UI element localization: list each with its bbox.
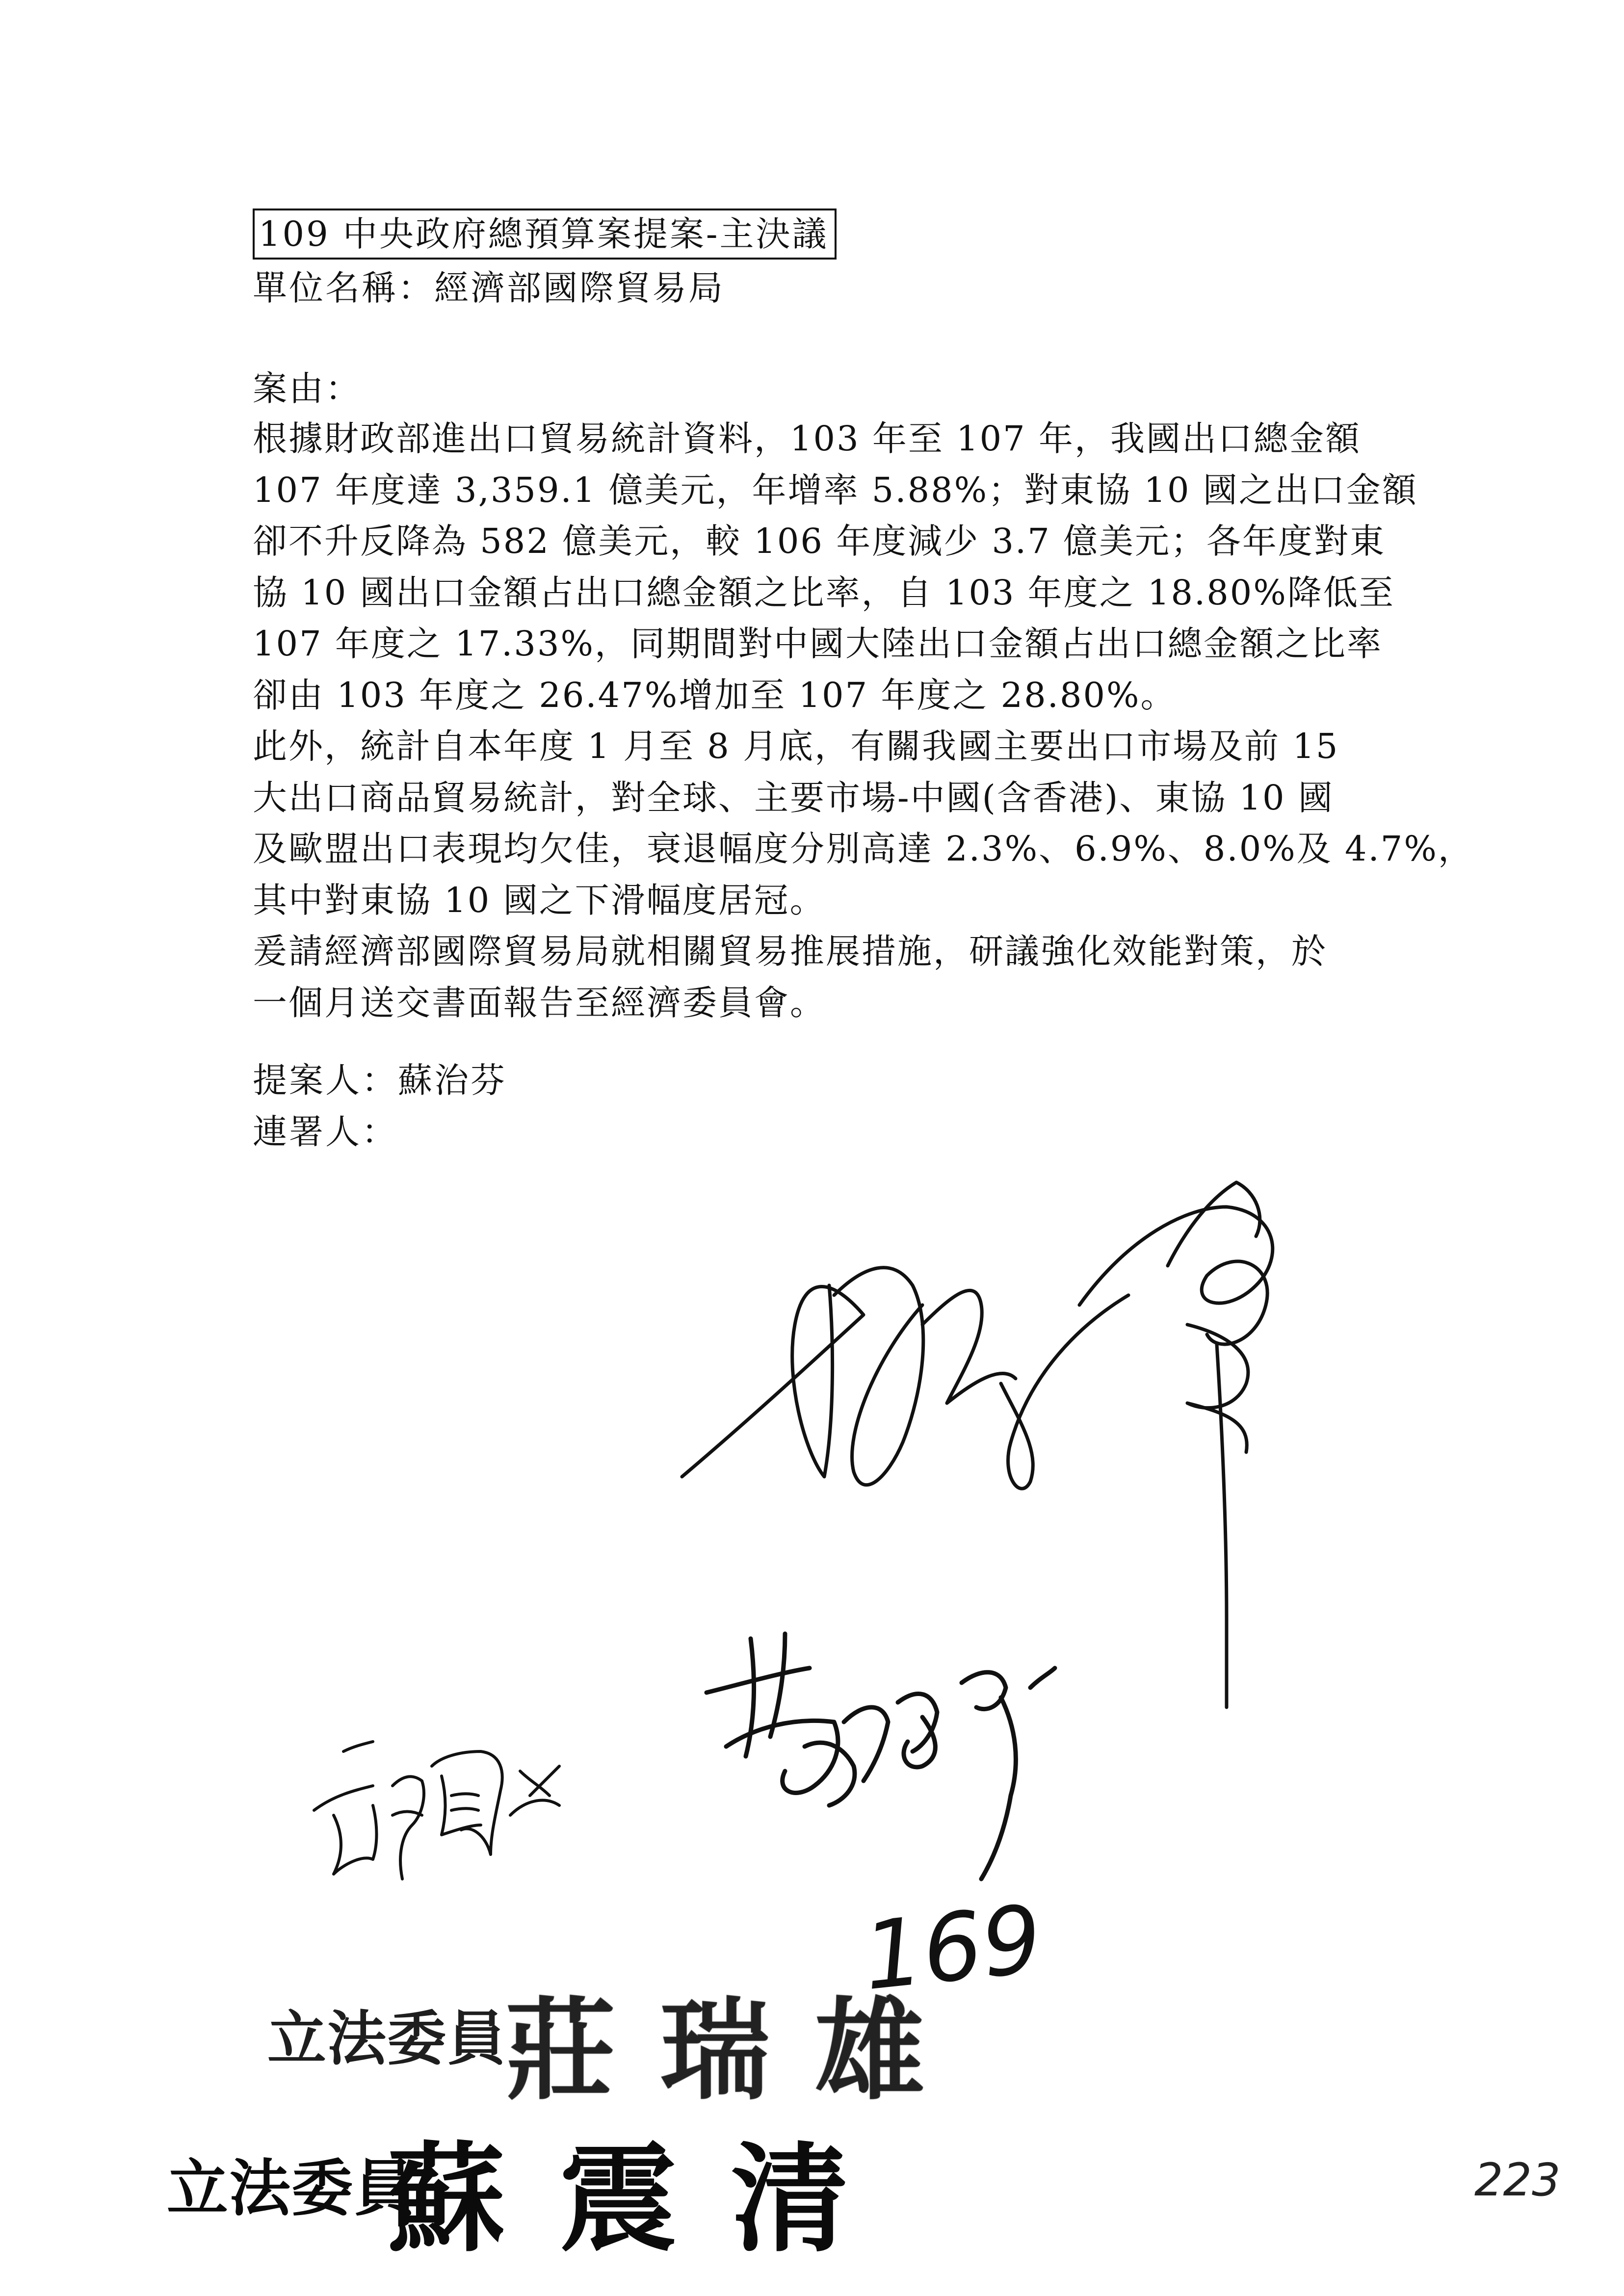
page-number: 223	[1474, 2154, 1561, 2206]
body-line: 此外，統計自本年度 1 月至 8 月底，有關我國主要出口市場及前 15	[253, 726, 1339, 766]
body-line: 一個月送交書面報告至經濟委員會。	[253, 982, 826, 1023]
cosigner-line: 連署人：	[253, 1112, 398, 1152]
body-line: 大出口商品貿易統計，對全球、主要市場-中國(含香港)、東協 10 國	[253, 777, 1334, 818]
body-line: 卻不升反降為 582 億美元，較 106 年度減少 3.7 億美元；各年度對東	[253, 521, 1386, 561]
signature-3	[314, 1742, 559, 1879]
body-line: 及歐盟出口表現均欠佳，衰退幅度分別高達 2.3%、6.9%、8.0%及 4.7%，	[253, 829, 1474, 869]
legislator-stamp-2-prefix: 立法委員	[167, 2153, 416, 2224]
body-line: 其中對東協 10 國之下滑幅度居冠。	[253, 880, 826, 920]
legislator-stamp-2-name: 蘇震清	[388, 2130, 903, 2268]
reason-label: 案由：	[253, 368, 362, 409]
unit-name: 單位名稱：經濟部國際貿易局	[253, 268, 725, 308]
body-line: 根據財政部進出口貿易統計資料，103 年至 107 年，我國出口總金額	[253, 418, 1361, 459]
document-title: 109 中央政府總預算案提案-主決議	[253, 209, 837, 260]
body-line: 爰請經濟部國際貿易局就相關貿易推展措施，研議強化效能對策，於	[253, 931, 1327, 971]
legislator-stamp-1-name: 莊瑞雄	[505, 1986, 969, 2115]
proposer-line: 提案人：蘇治芬	[253, 1060, 507, 1100]
body-line: 協 10 國出口金額占出口總金額之比率，自 103 年度之 18.80%降低至	[253, 572, 1395, 613]
signature-1	[682, 1182, 1273, 1707]
handwritten-number: 169	[858, 1884, 1047, 2011]
body-line: 107 年度之 17.33%，同期間對中國大陸出口金額占出口總金額之比率	[253, 624, 1383, 664]
legislator-stamp-1-prefix: 立法委員	[267, 2004, 507, 2073]
body-line: 卻由 103 年度之 26.47%增加至 107 年度之 28.80%。	[253, 675, 1177, 715]
body-line: 107 年度達 3,359.1 億美元，年增率 5.88%；對東協 10 國之出口金額	[253, 470, 1418, 510]
signature-2	[707, 1634, 1055, 1879]
